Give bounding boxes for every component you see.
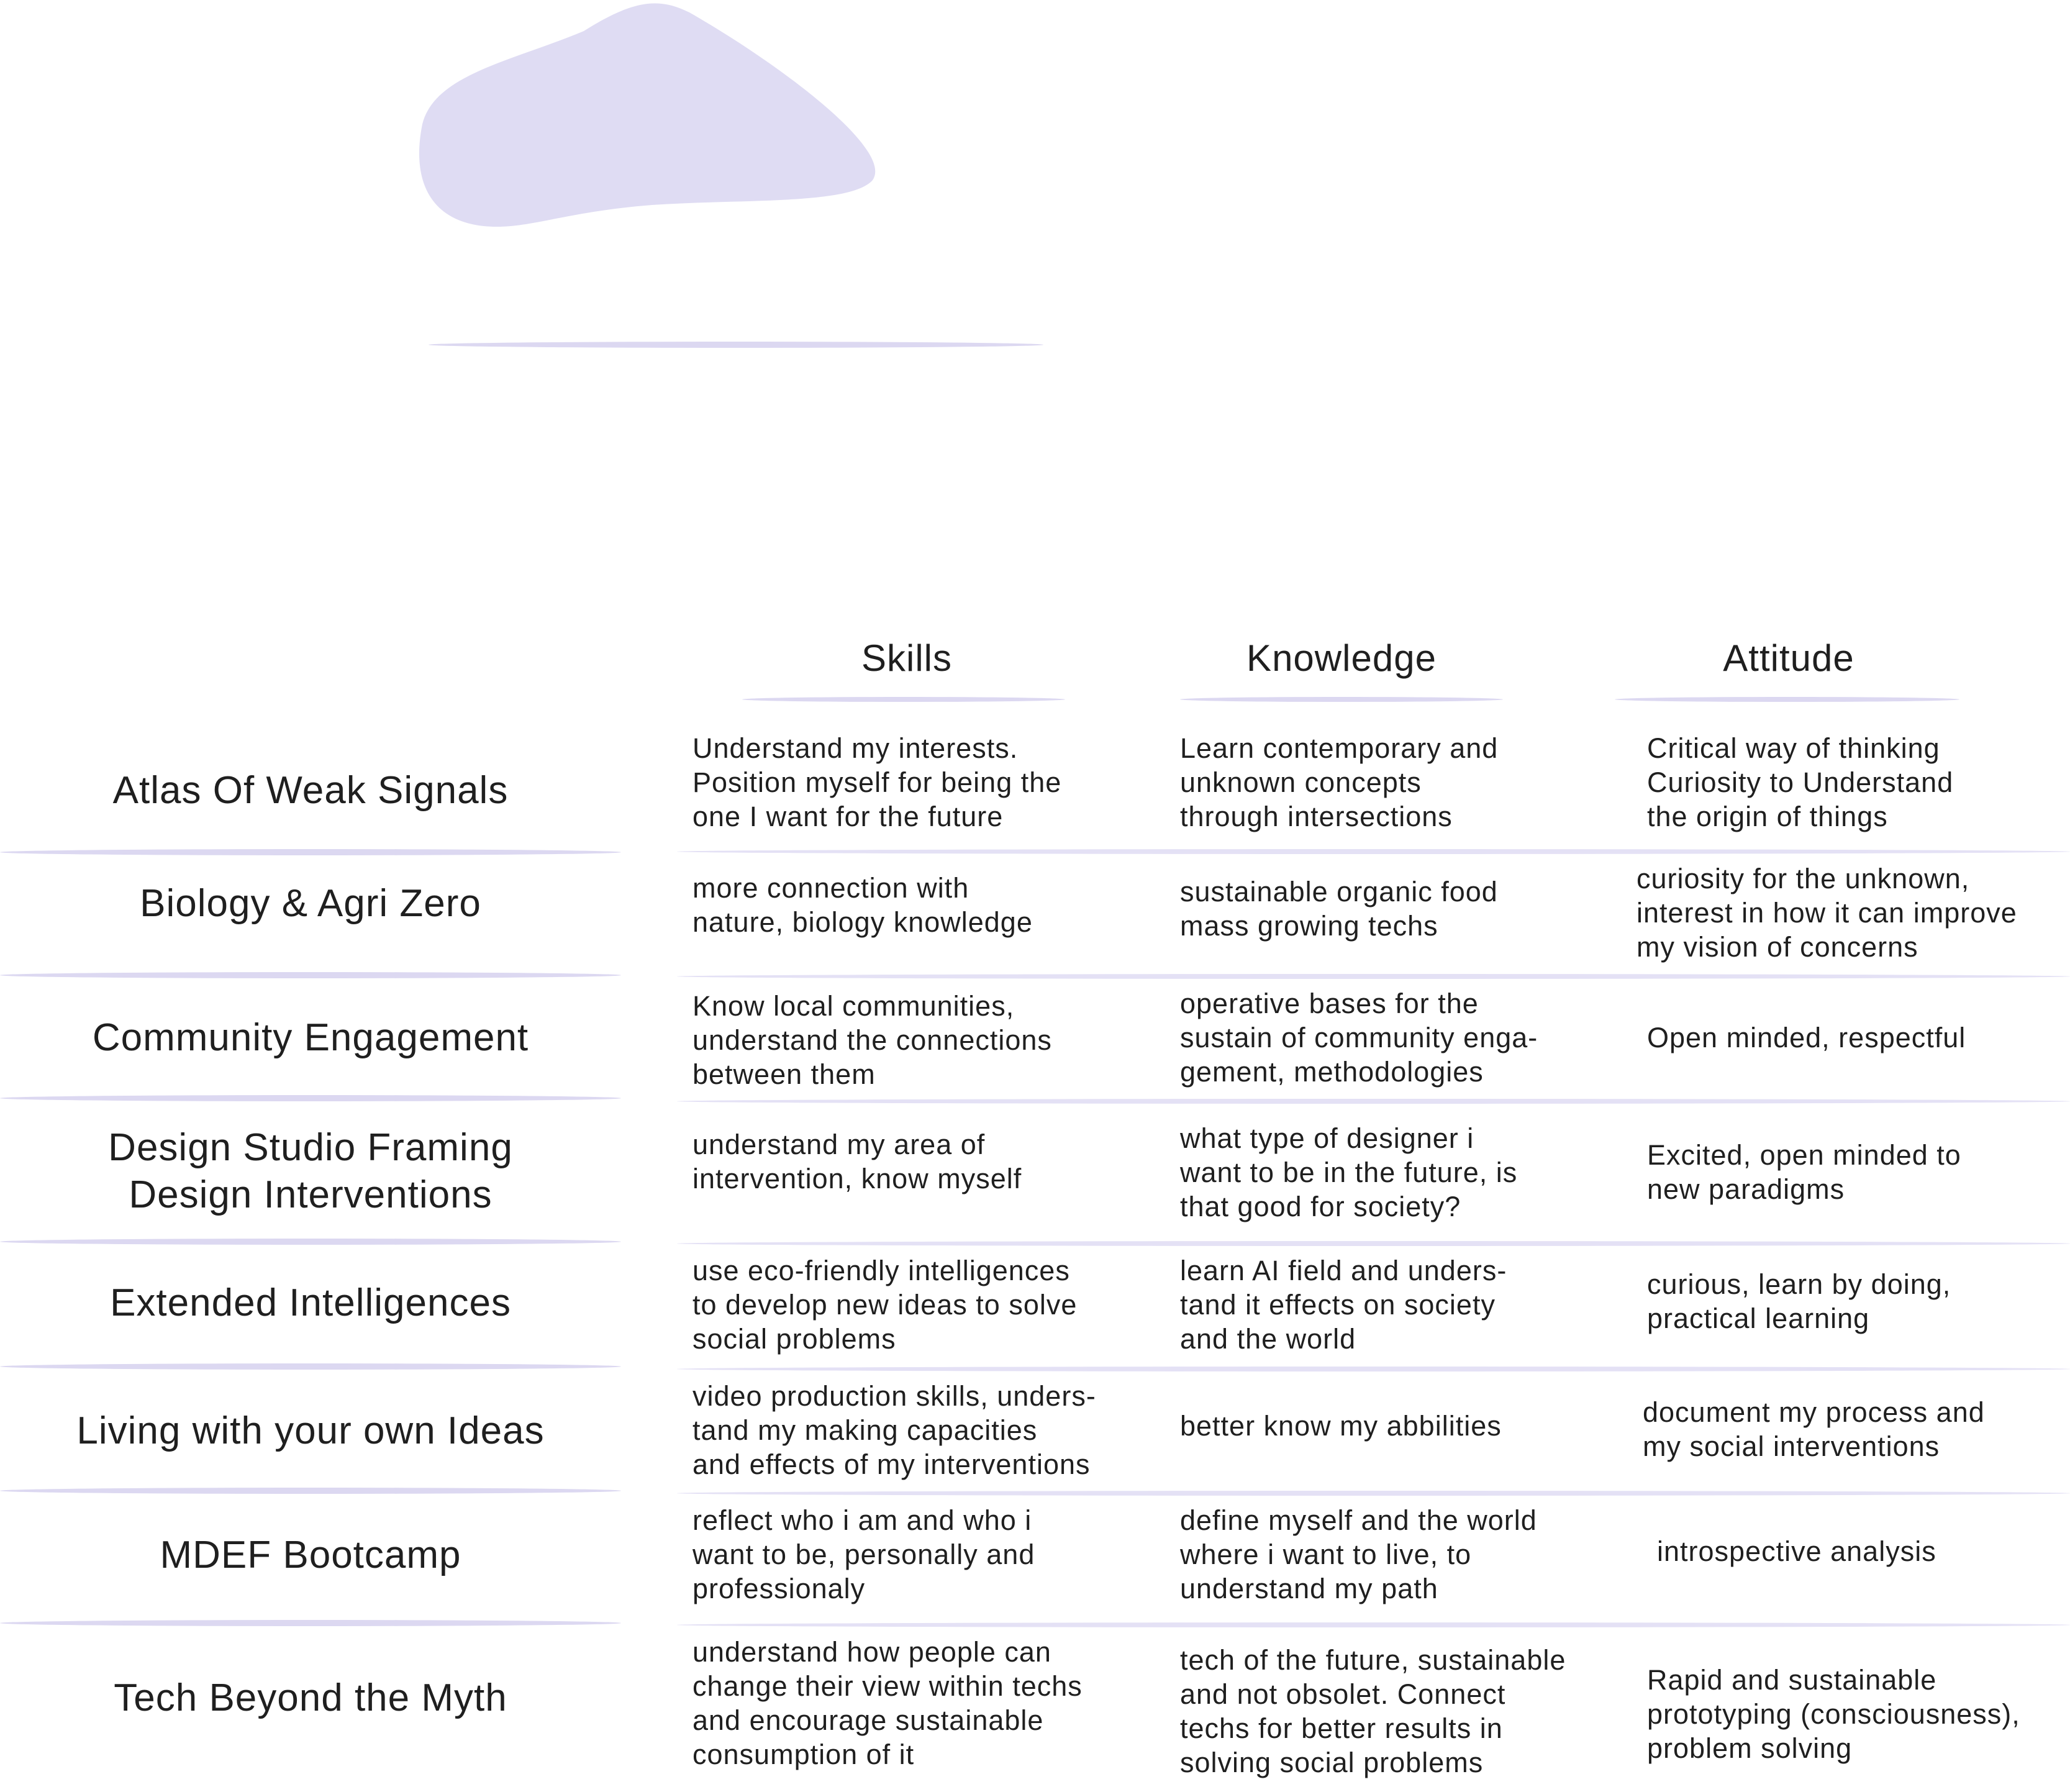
cell-design-studio-skills: understand my area of intervention, know myself bbox=[692, 1129, 1022, 1194]
row-label-mdef-bootcamp: MDEF Bootcamp bbox=[160, 1534, 461, 1576]
cell-atlas-attitude: Critical way of thinking Curiosity to Understand the origin of things bbox=[1647, 732, 1954, 832]
cell-biology-attitude: curiosity for the unknown, interest in how it can improve my vision of concerns bbox=[1636, 863, 2017, 963]
cell-design-studio-knowledge: what type of designer i want to be in the future, is that good for society? bbox=[1180, 1122, 1518, 1222]
cell-atlas-knowledge: Learn contemporary and unknown concepts through intersections bbox=[1180, 732, 1499, 832]
row-separator-left bbox=[0, 1620, 621, 1626]
row-separator-left bbox=[0, 972, 621, 978]
row-label-biology: Biology & Agri Zero bbox=[140, 882, 481, 925]
cell-community-skills: Know local communities, understand the connections between them bbox=[692, 990, 1052, 1090]
decorative-underline bbox=[429, 342, 1043, 348]
column-header-skills-underline bbox=[742, 697, 1065, 702]
cell-tech-skills: understand how people can change their view within techs and encourage sustainable consumption of it bbox=[692, 1636, 1083, 1770]
row-label-tech-beyond: Tech Beyond the Myth bbox=[114, 1676, 507, 1719]
column-header-skills: Skills bbox=[861, 637, 952, 679]
cell-mdef-skills: reflect who i am and who i want to be, personally and professionaly bbox=[692, 1504, 1035, 1604]
cell-living-knowledge: better know my abbilities bbox=[1180, 1410, 1502, 1442]
row-separator-right bbox=[677, 1099, 2070, 1104]
row-separator-right bbox=[677, 1367, 2070, 1371]
column-header-knowledge: Knowledge bbox=[1246, 637, 1437, 679]
cell-design-studio-attitude: Excited, open minded to new paradigms bbox=[1647, 1139, 1961, 1205]
row-separator-left bbox=[0, 1095, 621, 1101]
row-separator-right bbox=[677, 1241, 2070, 1246]
cell-community-knowledge: operative bases for the sustain of community enga- gement, methodologies bbox=[1180, 988, 1538, 1088]
row-separator-left bbox=[0, 1239, 621, 1245]
row-separator-right bbox=[677, 849, 2070, 854]
cell-mdef-attitude: introspective analysis bbox=[1657, 1535, 1936, 1567]
cell-extended-knowledge: learn AI field and unders- tand it effects on society and the world bbox=[1180, 1255, 1507, 1355]
row-separator-left bbox=[0, 1488, 621, 1494]
column-header-knowledge-underline bbox=[1180, 697, 1503, 702]
cell-extended-skills: use eco-friendly intelligences to develop new ideas to solve social problems bbox=[692, 1255, 1078, 1355]
row-label-community: Community Engagement bbox=[92, 1016, 529, 1059]
cell-biology-knowledge: sustainable organic food mass growing techs bbox=[1180, 876, 1498, 942]
cell-living-attitude: document my process and my social interventions bbox=[1643, 1396, 1985, 1462]
row-separator-left bbox=[0, 1363, 621, 1370]
cell-living-skills: video production skills, unders- tand my making capacities and effects of my interventions bbox=[692, 1380, 1096, 1480]
column-header-attitude: Attitude bbox=[1723, 637, 1854, 679]
row-label-atlas: Atlas Of Weak Signals bbox=[112, 769, 509, 812]
column-header-attitude-underline bbox=[1615, 697, 1959, 702]
row-separator-right bbox=[677, 1491, 2070, 1496]
cell-community-attitude: Open minded, respectful bbox=[1647, 1022, 1966, 1053]
cell-mdef-knowledge: define myself and the world where i want to live, to understand my path bbox=[1180, 1504, 1537, 1604]
row-separator-right bbox=[677, 1622, 2070, 1627]
cell-extended-attitude: curious, learn by doing, practical learning bbox=[1647, 1268, 1951, 1334]
row-label-design-studio: Design Studio Framing Design Interventions bbox=[108, 1126, 513, 1216]
row-separator-left bbox=[0, 849, 621, 855]
cell-tech-attitude: Rapid and sustainable prototyping (consciousness), problem solving bbox=[1647, 1664, 2020, 1764]
row-label-living-ideas: Living with your own Ideas bbox=[76, 1409, 545, 1452]
decorative-blob bbox=[0, 0, 2070, 373]
row-separator-right bbox=[677, 974, 2070, 979]
cell-atlas-skills: Understand my interests. Position myself for being the one I want for the future bbox=[692, 732, 1062, 832]
row-label-extended-intelligences: Extended Intelligences bbox=[110, 1281, 511, 1324]
cell-tech-knowledge: tech of the future, sustainable and not obsolet. Connect techs for better results in solving social problems bbox=[1180, 1644, 1566, 1778]
cell-biology-skills: more connection with nature, biology knowledge bbox=[692, 872, 1033, 938]
